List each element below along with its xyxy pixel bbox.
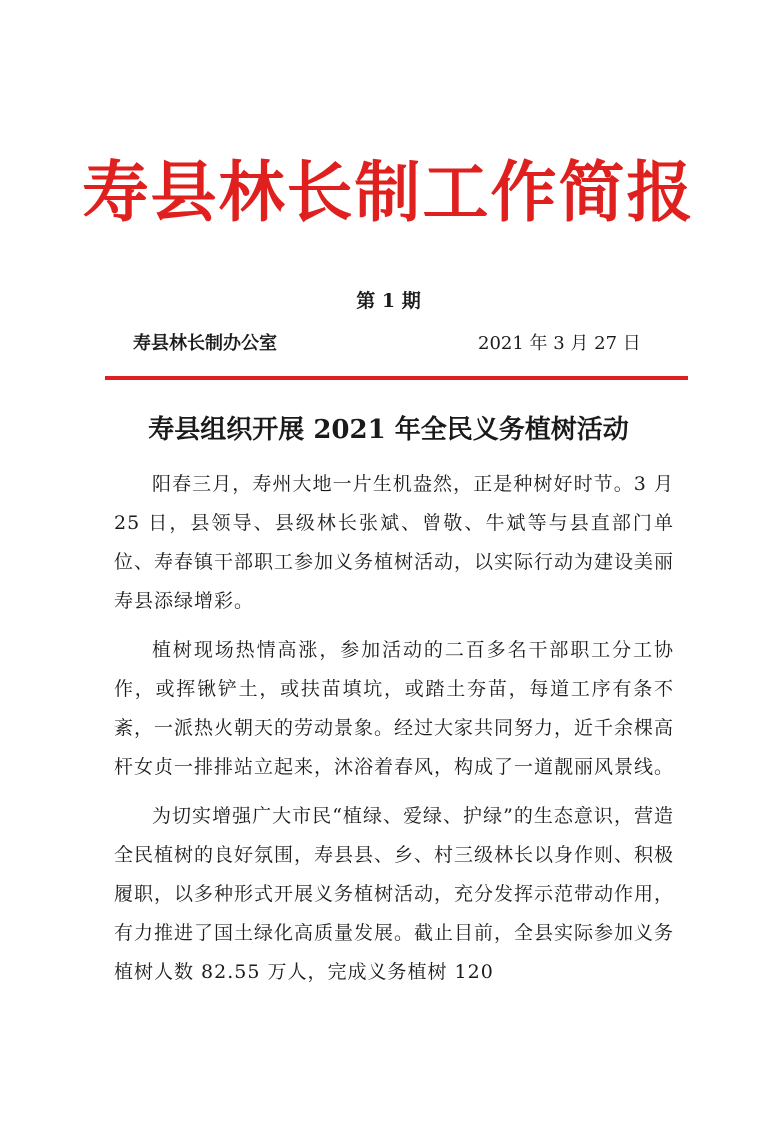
article-body xyxy=(114,465,674,1002)
issuer-office: 寿县林长制办公室 xyxy=(133,333,277,354)
article-paragraph: 植树现场热情高涨，参加活动的二百多名干部职工分工协作，或挥锹铲土，或扶苗填坑，或踏土夯苗，每道工序有条不紊，一派热火朝天的劳动景象。经过大家共同努力，近千余棵高杆女贞一排排站立起来，沐浴着春风，构成了一道靓丽风景线。 xyxy=(114,639,675,778)
article-title: 寿县组织开展 2021 年全民义务植树活动 xyxy=(148,415,629,445)
red-divider-rule xyxy=(105,376,688,380)
issue-date: 2021 年 3 月 27 日 xyxy=(478,333,641,354)
article-paragraph: 为切实增强广大市民“植绿、爱绿、护绿”的生态意识，营造全民植树的良好氛围，寿县县、乡、村三级林长以身作则、积极履职，以多种形式开展义务植树活动，充分发挥示范带动作用，有力推进了国土绿化高质量发展。截止目前，全县实际参加义务植树人数 82.55 万人，完成义务植树 120 xyxy=(114,805,675,983)
masthead-title: 寿县林长制工作简报 xyxy=(82,154,695,231)
article-paragraph: 阳春三月，寿州大地一片生机盎然，正是种树好时节。3 月 25 日，县领导、县级林长张斌、曾敬、牛斌等与县直部门单位、寿春镇干部职工参加义务植树活动，以实际行动为建设美丽寿县添绿增彩。 xyxy=(114,473,675,612)
issue-number: 第 1 期 xyxy=(356,290,421,312)
